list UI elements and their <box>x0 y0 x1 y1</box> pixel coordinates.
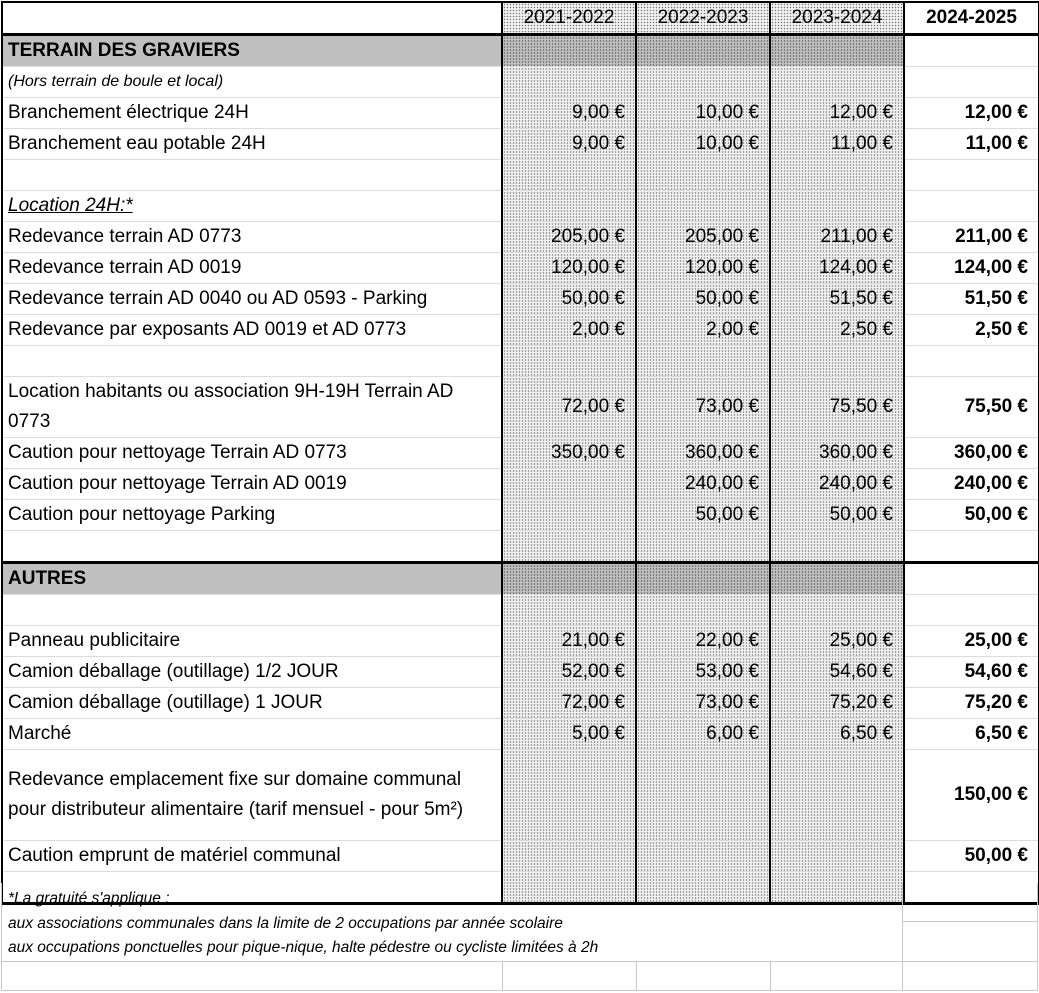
price-cell-2023-2024: 54,60 € <box>770 657 904 688</box>
row-label: Branchement eau potable 24H <box>2 129 502 160</box>
price-cell-2023-2024: 6,50 € <box>770 719 904 750</box>
price-cell-2022-2023 <box>636 531 770 563</box>
price-cell-2024-2025: 360,00 € <box>904 438 1039 469</box>
table-row <box>2 98 1039 129</box>
row-label: Caution emprunt de matériel communal <box>2 841 502 872</box>
price-cell-2023-2024: 25,00 € <box>770 626 904 657</box>
section-header-row <box>2 563 1039 595</box>
price-cell-2023-2024: 124,00 € <box>770 253 904 284</box>
price-cell-2021-2022: 72,00 € <box>502 377 636 438</box>
price-cell-2021-2022 <box>502 531 636 563</box>
price-cell-2024-2025 <box>904 595 1039 626</box>
price-cell-2024-2025: 150,00 € <box>904 750 1039 841</box>
section-header-cell <box>770 563 904 595</box>
section-header-cell <box>502 35 636 67</box>
price-cell-2022-2023 <box>636 67 770 98</box>
table-row <box>2 377 1039 438</box>
price-cell-2023-2024 <box>770 841 904 872</box>
price-cell-2021-2022 <box>502 595 636 626</box>
row-label <box>2 531 502 563</box>
row-label: Location 24H:* <box>2 191 502 222</box>
price-cell-2023-2024: 51,50 € <box>770 284 904 315</box>
price-cell-2024-2025 <box>904 531 1039 563</box>
price-cell-2021-2022: 2,00 € <box>502 315 636 346</box>
price-cell-2022-2023: 73,00 € <box>636 377 770 438</box>
row-label: Redevance par exposants AD 0019 et AD 0773 <box>2 315 502 346</box>
footnote-area <box>1 883 1038 991</box>
row-label <box>2 595 502 626</box>
price-cell-2021-2022 <box>502 500 636 531</box>
section-header-cell <box>636 35 770 67</box>
price-cell-2024-2025: 54,60 € <box>904 657 1039 688</box>
header-year-2024-2025: 2024-2025 <box>904 2 1039 35</box>
price-cell-2023-2024 <box>770 160 904 191</box>
row-label: Branchement électrique 24H <box>2 98 502 129</box>
price-cell-2022-2023: 2,00 € <box>636 315 770 346</box>
price-cell-2024-2025: 11,00 € <box>904 129 1039 160</box>
row-label: Location habitants ou association 9H-19H Terrain AD 0773 <box>2 377 502 438</box>
price-cell-2024-2025: 12,00 € <box>904 98 1039 129</box>
price-cell-2023-2024: 12,00 € <box>770 98 904 129</box>
price-cell-2024-2025: 240,00 € <box>904 469 1039 500</box>
price-cell-2022-2023 <box>636 841 770 872</box>
price-cell-2023-2024: 211,00 € <box>770 222 904 253</box>
row-label: Caution pour nettoyage Terrain AD 0019 <box>2 469 502 500</box>
price-cell-2022-2023: 10,00 € <box>636 98 770 129</box>
table-row <box>2 129 1039 160</box>
price-cell-2021-2022: 205,00 € <box>502 222 636 253</box>
grid-line <box>502 961 503 991</box>
table-row <box>2 67 1039 98</box>
footnote-line: *La gratuité s'applique : <box>8 890 170 907</box>
row-label: Redevance terrain AD 0040 ou AD 0593 - Parking <box>2 284 502 315</box>
price-cell-2022-2023: 6,00 € <box>636 719 770 750</box>
section-title: AUTRES <box>2 563 502 595</box>
table-row <box>2 500 1039 531</box>
table-row <box>2 438 1039 469</box>
tariff-table <box>1 1 1039 905</box>
price-cell-2023-2024: 75,50 € <box>770 377 904 438</box>
price-cell-2021-2022: 350,00 € <box>502 438 636 469</box>
grid-line <box>902 883 903 991</box>
price-cell-2024-2025: 211,00 € <box>904 222 1039 253</box>
tariff-body <box>2 35 1039 904</box>
price-cell-2024-2025 <box>904 160 1039 191</box>
table-row <box>2 160 1039 191</box>
header-row <box>2 2 1039 35</box>
price-cell-2023-2024 <box>770 346 904 377</box>
price-cell-2024-2025 <box>904 346 1039 377</box>
price-cell-2022-2023: 50,00 € <box>636 500 770 531</box>
price-cell-2024-2025 <box>904 67 1039 98</box>
section-header-cell <box>770 35 904 67</box>
price-cell-2022-2023 <box>636 346 770 377</box>
grid-line <box>902 921 1037 922</box>
row-label <box>2 160 502 191</box>
price-cell-2023-2024: 240,00 € <box>770 469 904 500</box>
header-label-cell <box>2 2 502 35</box>
grid-line <box>770 961 771 991</box>
grid-line <box>636 961 637 991</box>
section-header-cell <box>904 563 1039 595</box>
table-row <box>2 284 1039 315</box>
price-cell-2024-2025: 124,00 € <box>904 253 1039 284</box>
price-cell-2022-2023: 53,00 € <box>636 657 770 688</box>
price-cell-2023-2024: 50,00 € <box>770 500 904 531</box>
price-cell-2021-2022 <box>502 469 636 500</box>
table-row <box>2 191 1039 222</box>
price-cell-2023-2024 <box>770 191 904 222</box>
price-cell-2021-2022 <box>502 750 636 841</box>
price-cell-2021-2022 <box>502 841 636 872</box>
price-cell-2024-2025 <box>904 191 1039 222</box>
table-row <box>2 688 1039 719</box>
table-row <box>2 595 1039 626</box>
price-cell-2021-2022 <box>502 67 636 98</box>
price-cell-2021-2022: 52,00 € <box>502 657 636 688</box>
footnote-text <box>2 883 914 969</box>
table-row <box>2 750 1039 841</box>
price-cell-2024-2025: 25,00 € <box>904 626 1039 657</box>
price-cell-2024-2025: 50,00 € <box>904 500 1039 531</box>
table-row <box>2 841 1039 872</box>
row-label: (Hors terrain de boule et local) <box>2 67 502 98</box>
price-cell-2021-2022: 72,00 € <box>502 688 636 719</box>
price-cell-2023-2024: 2,50 € <box>770 315 904 346</box>
price-cell-2024-2025: 75,50 € <box>904 377 1039 438</box>
price-cell-2022-2023: 10,00 € <box>636 129 770 160</box>
price-cell-2024-2025: 2,50 € <box>904 315 1039 346</box>
price-cell-2022-2023: 120,00 € <box>636 253 770 284</box>
price-cell-2023-2024 <box>770 67 904 98</box>
price-cell-2024-2025: 51,50 € <box>904 284 1039 315</box>
price-cell-2021-2022 <box>502 346 636 377</box>
row-label: Redevance terrain AD 0019 <box>2 253 502 284</box>
header-year-2022-2023: 2022-2023 <box>636 2 770 35</box>
table-row <box>2 531 1039 563</box>
footnote-line: aux occupations ponctuelles pour pique-nique, halte pédestre ou cycliste limitées à 2h <box>8 939 599 956</box>
price-cell-2022-2023 <box>636 160 770 191</box>
section-header-cell <box>502 563 636 595</box>
table-row <box>2 626 1039 657</box>
price-cell-2023-2024: 75,20 € <box>770 688 904 719</box>
price-cell-2021-2022: 9,00 € <box>502 98 636 129</box>
grid-line <box>2 961 1037 962</box>
section-header-row <box>2 35 1039 67</box>
price-cell-2021-2022 <box>502 160 636 191</box>
section-header-cell <box>904 35 1039 67</box>
table-row <box>2 346 1039 377</box>
header-year-2021-2022: 2021-2022 <box>502 2 636 35</box>
price-cell-2024-2025: 75,20 € <box>904 688 1039 719</box>
table-row <box>2 253 1039 284</box>
price-cell-2022-2023 <box>636 750 770 841</box>
price-cell-2022-2023: 22,00 € <box>636 626 770 657</box>
row-label: Caution pour nettoyage Terrain AD 0773 <box>2 438 502 469</box>
price-cell-2022-2023: 240,00 € <box>636 469 770 500</box>
row-label: Camion déballage (outillage) 1/2 JOUR <box>2 657 502 688</box>
price-cell-2021-2022: 5,00 € <box>502 719 636 750</box>
section-title: TERRAIN DES GRAVIERS <box>2 35 502 67</box>
price-cell-2022-2023: 50,00 € <box>636 284 770 315</box>
footnote-line: aux associations communales dans la limite de 2 occupations par année scolaire <box>8 914 563 932</box>
price-cell-2023-2024 <box>770 531 904 563</box>
row-label: Redevance terrain AD 0773 <box>2 222 502 253</box>
row-label: Redevance emplacement fixe sur domaine communal pour distributeur alimentaire (tarif mensuel - pour 5m²) <box>2 750 502 841</box>
header-year-2023-2024: 2023-2024 <box>770 2 904 35</box>
row-label: Caution pour nettoyage Parking <box>2 500 502 531</box>
price-cell-2022-2023 <box>636 191 770 222</box>
price-cell-2023-2024: 11,00 € <box>770 129 904 160</box>
price-cell-2022-2023: 205,00 € <box>636 222 770 253</box>
price-cell-2023-2024 <box>770 750 904 841</box>
price-cell-2021-2022: 120,00 € <box>502 253 636 284</box>
price-cell-2024-2025: 6,50 € <box>904 719 1039 750</box>
grid-line <box>2 990 1037 991</box>
price-cell-2023-2024: 360,00 € <box>770 438 904 469</box>
price-cell-2021-2022 <box>502 191 636 222</box>
table-row <box>2 657 1039 688</box>
price-cell-2023-2024 <box>770 595 904 626</box>
price-cell-2022-2023: 73,00 € <box>636 688 770 719</box>
row-label: Marché <box>2 719 502 750</box>
section-header-cell <box>636 563 770 595</box>
price-cell-2022-2023: 360,00 € <box>636 438 770 469</box>
table-row <box>2 222 1039 253</box>
price-cell-2021-2022: 50,00 € <box>502 284 636 315</box>
table-row <box>2 719 1039 750</box>
price-cell-2024-2025: 50,00 € <box>904 841 1039 872</box>
price-cell-2021-2022: 9,00 € <box>502 129 636 160</box>
table-row <box>2 315 1039 346</box>
row-label: Panneau publicitaire <box>2 626 502 657</box>
row-label <box>2 346 502 377</box>
price-cell-2022-2023 <box>636 595 770 626</box>
table-row <box>2 469 1039 500</box>
row-label: Camion déballage (outillage) 1 JOUR <box>2 688 502 719</box>
price-cell-2021-2022: 21,00 € <box>502 626 636 657</box>
